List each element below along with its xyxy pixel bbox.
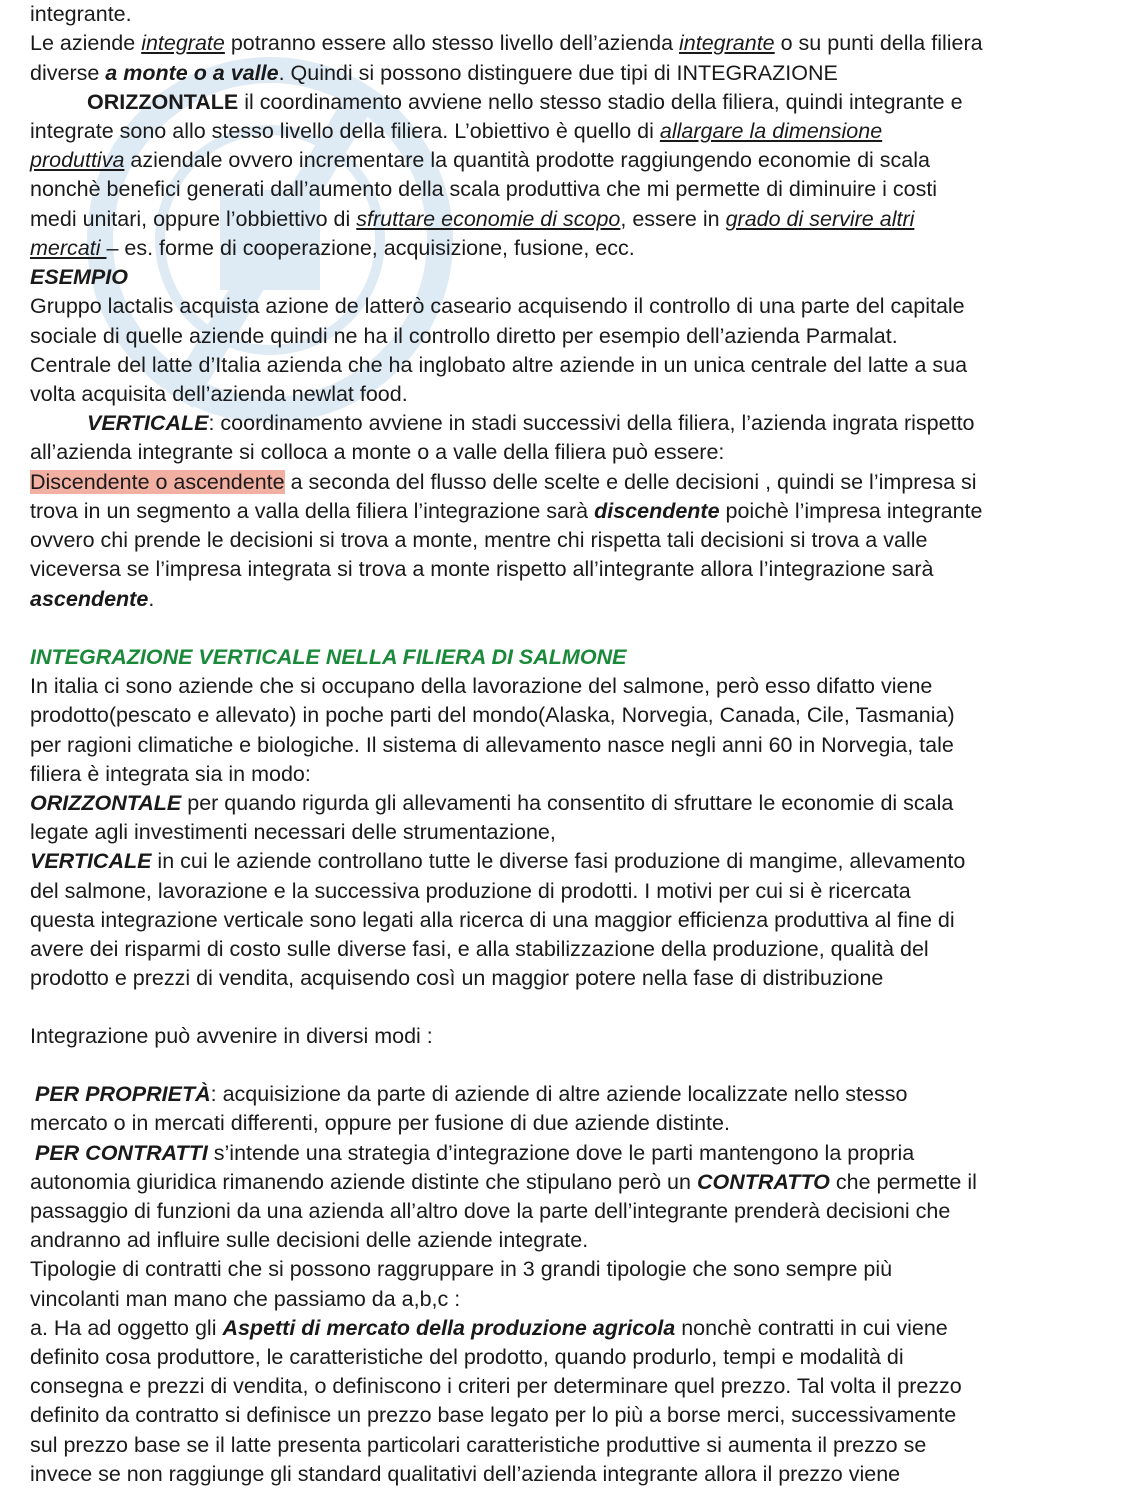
text-line: invece se non raggiunge gli standard qualitativi dell’azienda integrante allora il prezzo viene [30, 1462, 901, 1486]
text-line: avere dei risparmi di costo sulle diverse fasi, e alla stabilizzazione della produzione, qualità del [30, 937, 929, 961]
text-line: vincolanti man mano che passiamo da a,b,c : [30, 1287, 461, 1311]
text-line: medi unitari, oppure l’obbiettivo di sfruttare economie di scopo, essere in grado di servire altri [30, 207, 915, 231]
text-line: VERTICALE: coordinamento avviene in stadi successivi della filiera, l’azienda ingrata rispetto [87, 411, 975, 435]
section-heading: INTEGRAZIONE VERTICALE NELLA FILIERA DI SALMONE [30, 645, 627, 669]
example-label: ESEMPIO [30, 265, 128, 289]
text-line: questa integrazione verticale sono legati alla ricerca di una maggior efficienza produttiva al fine di [30, 908, 955, 932]
text-line: legate agli investimenti necessari delle strumentazione, [30, 820, 556, 844]
text-line: prodotto e prezzi di vendita, acquisendo così un maggior potere nella fase di distribuzione [30, 966, 884, 990]
text-line: a. Ha ad oggetto gli Aspetti di mercato della produzione agricola nonchè contratti in cui viene [30, 1316, 948, 1340]
highlighted-text: Discendente o ascendente [30, 470, 285, 494]
text-line: autonomia giuridica rimanendo aziende distinte che stipulano però un CONTRATTO che permette il [30, 1170, 977, 1194]
text-line: definito da contratto si definisce un prezzo base legato per lo più a borse merci, successivamente [30, 1403, 957, 1427]
text-line: ovvero chi prende le decisioni si trova a monte, mentre chi rispetta tali decisioni si trova a valle [30, 528, 928, 552]
text-line: andranno ad influire sulle decisioni delle aziende integrate. [30, 1228, 589, 1252]
text-line: mercati – es. forme di cooperazione, acquisizione, fusione, ecc. [30, 236, 635, 260]
text-line: consegna e prezzi di vendita, o definiscono i criteri per determinare quel prezzo. Tal volta il prezzo [30, 1374, 962, 1398]
text-line: VERTICALE in cui le aziende controllano tutte le diverse fasi produzione di mangime, allevamento [30, 849, 966, 873]
text-line: Integrazione può avvenire in diversi modi : [30, 1024, 433, 1048]
text-line: filiera è integrata sia in modo: [30, 762, 311, 786]
text-line: definito cosa produttore, le caratteristiche del prodotto, quando produrlo, tempi e modalità di [30, 1345, 904, 1369]
text-line: prodotto(pescato e allevato) in poche parti del mondo(Alaska, Norvegia, Canada, Cile, Tasmania) [30, 703, 955, 727]
text-line: trova in un segmento a valla della filiera l’integrazione sarà discendente poichè l’impresa integrante [30, 499, 983, 523]
text-line: volta acquisita dell’azienda newlat food. [30, 382, 408, 406]
text-line: integrate sono allo stesso livello della filiera. L’obiettivo è quello di allargare la dimensione [30, 119, 883, 143]
text-line: sul prezzo base se il latte presenta particolari caratteristiche produttive si aumenta il prezzo se [30, 1433, 927, 1457]
text-line: ascendente. [30, 587, 155, 611]
text-line: integrante. [30, 2, 132, 26]
text-line: Gruppo lactalis acquista azione de latterò caseario acquisendo il controllo di una parte del capitale [30, 294, 965, 318]
text-line: per ragioni climatiche e biologiche. Il sistema di allevamento nasce negli anni 60 in Norvegia, tale [30, 733, 954, 757]
text-line: PER CONTRATTI s’intende una strategia d’integrazione dove le parti mantengono la propria [35, 1141, 915, 1165]
text-line: Le aziende integrate potranno essere allo stesso livello dell’azienda integrante o su punti della filiera [30, 31, 983, 55]
text-line: ORIZZONTALE per quando rigurda gli allevamenti ha consentito di sfruttare le economie di scala [30, 791, 954, 815]
text-line: Tipologie di contratti che si possono raggruppare in 3 grandi tipologie che sono sempre più [30, 1257, 893, 1281]
text-line: nonchè benefici generati dall’aumento della scala produttiva che mi permette di diminuire i costi [30, 177, 938, 201]
text-line: Discendente o ascendente a seconda del flusso delle scelte e delle decisioni , quindi se l’impresa si [30, 470, 977, 494]
text-line: PER PROPRIETÀ: acquisizione da parte di aziende di altre aziende localizzate nello stesso [35, 1082, 908, 1106]
text-line: viceversa se l’impresa integrata si trova a monte rispetto all’integrante allora l’integrazione sarà [30, 557, 934, 581]
text-line: passaggio di funzioni da una azienda all’altro dove la parte dell’integrante prenderà decisioni che [30, 1199, 951, 1223]
text-line: ORIZZONTALE il coordinamento avviene nello stesso stadio della filiera, quindi integrante e [87, 90, 963, 114]
text-line: all’azienda integrante si colloca a monte o a valle della filiera può essere: [30, 440, 725, 464]
text-line: produttiva aziendale ovvero incrementare la quantità prodotte raggiungendo economie di scala [30, 148, 930, 172]
text-line: del salmone, lavorazione e la successiva produzione di prodotti. I motivi per cui si è ricercata [30, 879, 911, 903]
text-line: In italia ci sono aziende che si occupano della lavorazione del salmone, però esso difatto viene [30, 674, 933, 698]
text-line: sociale di quelle aziende quindi ne ha il controllo diretto per esempio dell’azienda Parmalat. [30, 324, 898, 348]
text-line: Centrale del latte d’Italia azienda che ha inglobato altre aziende in un unica centrale del latte a sua [30, 353, 968, 377]
text-line: mercato o in mercati differenti, oppure per fusione di due aziende distinte. [30, 1111, 730, 1135]
text-line: diverse a monte o a valle. Quindi si possono distinguere due tipi di INTEGRAZIONE [30, 61, 838, 85]
